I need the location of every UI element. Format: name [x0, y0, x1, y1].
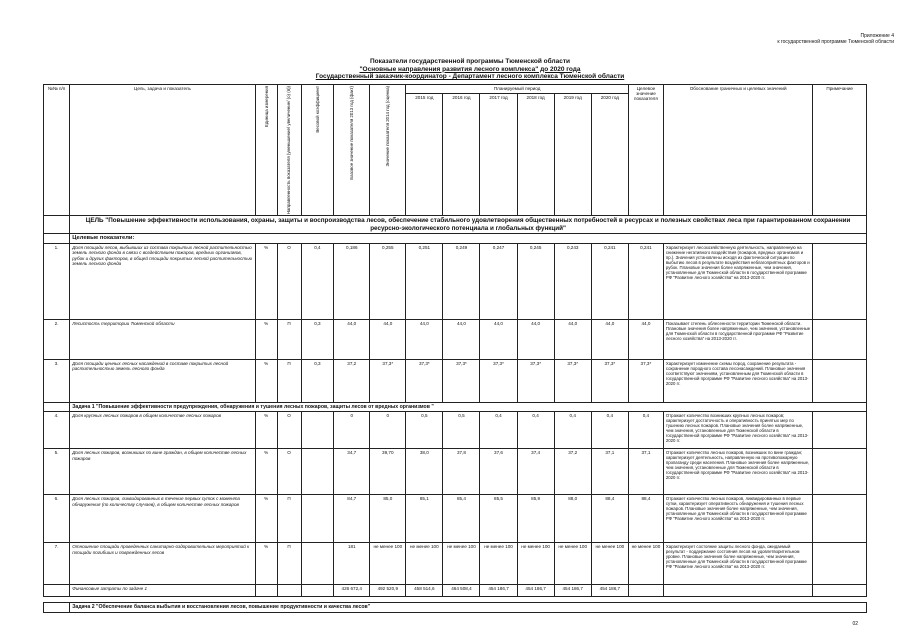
row-direction: О — [277, 449, 301, 495]
row-value-2014: 39,70 — [370, 449, 406, 495]
row-num: 4. — [44, 412, 70, 449]
row-2020: 0,4 — [591, 412, 628, 449]
row-num: 1. — [44, 244, 70, 320]
row-name: Доля площади ценных лесных насаждений в составе покрытых лесной растительностью земель лесного фонда — [70, 360, 256, 403]
row-2020: не менее 100 — [591, 543, 628, 585]
finance-empty-1 — [255, 585, 277, 597]
table-row — [44, 449, 867, 495]
row-base-2013: 181 — [334, 543, 370, 585]
row-unit: % — [255, 543, 277, 585]
appendix-line-1: Приложение 4 — [860, 33, 894, 39]
row-weight: 0,3 — [301, 320, 334, 360]
header-base-cell — [334, 85, 370, 216]
header-direction: Направленность показателя (уменьшение/ увеличение/ (о) (п)) — [286, 86, 292, 215]
row-2019: не менее 100 — [554, 543, 591, 585]
finance-row — [44, 585, 867, 597]
finance-2020: 454 186,7 — [591, 585, 628, 597]
row-note — [813, 320, 867, 360]
row-num: 7. — [44, 543, 70, 585]
row-2019: 44,0 — [554, 320, 591, 360]
header-weight-cell — [301, 85, 334, 216]
row-base-2013: 44,0 — [334, 320, 370, 360]
row-2017: 85,5 — [480, 495, 517, 543]
section-spacer — [44, 234, 70, 244]
finance-empty-6 — [813, 585, 867, 597]
row-2017: 0,4 — [480, 412, 517, 449]
task-2-spacer — [44, 603, 70, 612]
row-2019: 37,2 — [554, 449, 591, 495]
row-target: 88,4 — [628, 495, 663, 543]
row-justification: Характеризует лесохозяйственную деятельность, направленную на снижение негативного воздействия (пожаров, вредных организмов и пр.). Значения установлены исходя из фактической ситуации по выбытию лесов в результате воздействия неблагоприятных факторов и рубок. Плановые значения более напряженные, чем значения, установленные для Тюменской области в государственной программе РФ "Развитие лесного хозяйства" на 2013-2020 гг. — [663, 244, 813, 320]
row-target: 37,3* — [628, 360, 663, 403]
goal-text: ЦЕЛЬ "Повышение эффективности использования, охраны, защиты и воспроизводства лесов, обеспечение стабильного удовлетворения общественных потребностей в ресурсах и полезных свойствах леса при гарантированном сохранении ресурсно-экологического потенциала и глобальных функций" — [70, 216, 867, 234]
row-justification: Характеризует состояние защиты лесного фонда, ожидаемый результат - поддержание состояния лесов на удовлетворительном уровне. Плановые значения более напряженные, чем значения, установленные для Тюменской области в государственной программе РФ "Развитие лесного хозяйства" на 2013-2020 гг. — [663, 543, 813, 585]
row-2015: 37,3* — [406, 360, 443, 403]
row-name: Доля крупных лесных пожаров в общем количестве лесных пожаров — [70, 412, 256, 449]
document-title — [220, 58, 720, 81]
row-2016: 0,249 — [443, 244, 480, 320]
title-line-2: "Основные направления развития лесного комплекса" до 2020 года — [359, 65, 581, 73]
row-justification: Характеризует изменение схемы пород, сохранение результата - сохранение породного состава лесонасаждений. Плановые значения соответствуют значениям, установленным для Тюменской области в государственной программе РФ "Развитие лесного хозяйства" на 2013-2020 гг. — [663, 360, 813, 403]
header-planned-period: Планируемый период — [406, 85, 629, 94]
indicators-table — [43, 84, 867, 613]
row-name: Доля лесных пожаров, возникших по вине граждан, в общем количестве лесных пожаров — [70, 449, 256, 495]
row-base-2013: 0,186 — [334, 244, 370, 320]
finance-2015: 458 514,6 — [406, 585, 443, 597]
row-weight — [301, 543, 334, 585]
row-target: 37,1 — [628, 449, 663, 495]
row-2020: 37,3* — [591, 360, 628, 403]
goal-spacer — [44, 216, 70, 234]
header-base-2013: Базовое значение показателя 2013 год (факт) — [349, 86, 355, 180]
finance-empty-3 — [301, 585, 334, 597]
appendix-note — [674, 33, 894, 45]
row-2018: 37,3* — [517, 360, 554, 403]
row-2018: не менее 100 — [517, 543, 554, 585]
row-2020: 37,1 — [591, 449, 628, 495]
row-base-2013: 34,7 — [334, 449, 370, 495]
table-row — [44, 495, 867, 543]
header-unit-cell — [255, 85, 277, 216]
row-weight: 0,3 — [301, 360, 334, 403]
title-line-3: Государственный заказчик-координатор - Департамент лесного комплекса Тюменской области — [315, 73, 625, 80]
table-row — [44, 320, 867, 360]
table-row — [44, 412, 867, 449]
row-unit: % — [255, 412, 277, 449]
header-value-2014: Значение показателя 2014 год (оценка) — [385, 86, 391, 167]
row-justification: Показывает степень облесенности территории Тюменской области. Плановые значения более напряженные, чем значения, установленные для Тюменской области в государственной программе РФ "Развитие лесного хозяйства" на 2013-2020 гг. — [663, 320, 813, 360]
row-base-2013: 0 — [334, 412, 370, 449]
row-note — [813, 449, 867, 495]
row-2015: 44,0 — [406, 320, 443, 360]
row-base-2013: 37,2 — [334, 360, 370, 403]
row-note — [813, 412, 867, 449]
row-name: Отношение площади проведенных санитарно-оздоровительных мероприятий к площади погибших и поврежденных лесов — [70, 543, 256, 585]
row-note — [813, 543, 867, 585]
row-2018: 44,0 — [517, 320, 554, 360]
row-2015: 38,0 — [406, 449, 443, 495]
row-2016: 44,0 — [443, 320, 480, 360]
row-weight — [301, 495, 334, 543]
table-row — [44, 543, 867, 585]
header-year-2017: 2017 год — [480, 94, 517, 216]
row-unit: % — [255, 449, 277, 495]
row-2017: 37,3* — [480, 360, 517, 403]
row-num: 3. — [44, 360, 70, 403]
header-direction-cell — [277, 85, 301, 216]
header-note: Примечание — [813, 85, 867, 216]
row-direction: О — [277, 244, 301, 320]
row-target: 0,241 — [628, 244, 663, 320]
row-2015: не менее 100 — [406, 543, 443, 585]
row-num: 6. — [44, 495, 70, 543]
header-year-2019: 2019 год — [554, 94, 591, 216]
row-2015: 0,5 — [406, 412, 443, 449]
finance-2019: 454 186,7 — [554, 585, 591, 597]
finance-label: Финансовые затраты по задаче 1 — [70, 585, 256, 597]
row-2016: 37,8 — [443, 449, 480, 495]
row-num: 2. — [44, 320, 70, 360]
finance-2013: 426 672,4 — [334, 585, 370, 597]
row-2016: не менее 100 — [443, 543, 480, 585]
row-note — [813, 244, 867, 320]
row-2015: 0,251 — [406, 244, 443, 320]
task-1-title: Задача 1 "Повышение эффективности предупреждения, обнаружения и тушения лесных пожаров, защиты лесов от вредных организмов " — [70, 403, 867, 412]
row-weight: 0,4 — [301, 244, 334, 320]
row-justification: Отражает количество лесных пожаров, ликвидированных в первые сутки, характеризует оперативность обнаружения и тушения лесных пожаров. Плановые значения более напряженные, чем значения, установленные для Тюменской области в государственной программе РФ "Развитие лесного хозяйства" на 2013-2020 гг. — [663, 495, 813, 543]
finance-2018: 454 186,7 — [517, 585, 554, 597]
row-2018: 37,4 — [517, 449, 554, 495]
row-direction: П — [277, 495, 301, 543]
row-value-2014: 0,255 — [370, 244, 406, 320]
row-value-2014: 37,3* — [370, 360, 406, 403]
task-spacer — [44, 403, 70, 412]
row-2020: 44,0 — [591, 320, 628, 360]
row-unit: % — [255, 244, 277, 320]
title-line-1: Показатели государственной программы Тюменской области — [369, 58, 571, 65]
header-justification: Обоснование граничных и целевых значений — [663, 85, 813, 216]
row-unit: % — [255, 360, 277, 403]
finance-2014: 492 520,9 — [370, 585, 406, 597]
row-name: Лесистость территории Тюменской области — [70, 320, 256, 360]
row-target: 44,0 — [628, 320, 663, 360]
row-2018: 0,4 — [517, 412, 554, 449]
row-justification: Отражает количество лесных пожаров, возникших по вине граждан; характеризует деятельность, направленную на противопожарную пропаганду среди населения. Плановые значения более напряженные, чем значения, установленные для Тюменской области в государственной программе РФ "Развитие лесного хозяйства" на 2013-2020 гг. — [663, 449, 813, 495]
finance-spacer — [44, 585, 70, 597]
header-row-1 — [44, 85, 867, 94]
row-2019: 37,3* — [554, 360, 591, 403]
row-2017: 44,0 — [480, 320, 517, 360]
row-2017: не менее 100 — [480, 543, 517, 585]
row-weight — [301, 412, 334, 449]
finance-empty-5 — [663, 585, 813, 597]
table-row — [44, 244, 867, 320]
row-direction: П — [277, 543, 301, 585]
header-weight: Весовой коэффициент — [314, 86, 320, 133]
row-target: не менее 100 — [628, 543, 663, 585]
finance-empty-2 — [277, 585, 301, 597]
row-direction: О — [277, 412, 301, 449]
finance-2016: 464 508,4 — [443, 585, 480, 597]
appendix-line-2: к государственной программе Тюменской области — [777, 39, 894, 45]
row-2019: 88,0 — [554, 495, 591, 543]
row-direction: П — [277, 320, 301, 360]
row-2016: 0,5 — [443, 412, 480, 449]
row-num: 5. — [44, 449, 70, 495]
row-target: 0,4 — [628, 412, 663, 449]
header-year-2015: 2015 год — [406, 94, 443, 216]
header-year-2016: 2016 год — [443, 94, 480, 216]
table-row — [44, 360, 867, 403]
finance-empty-4 — [628, 585, 663, 597]
row-2020: 0,241 — [591, 244, 628, 320]
row-value-2014: 0 — [370, 412, 406, 449]
section-title: Целевые показатели: — [70, 234, 867, 244]
row-justification: Отражает количество возникших крупных лесных пожаров; характеризует достаточность и оперативность принятых мер по тушению лесных пожаров. Плановые значения более напряженные, чем значения, установленные для Тюменской области в государственной программе РФ "Развитие лесного хозяйства" на 2013-2020 гг. — [663, 412, 813, 449]
row-name: Доля площади лесов, выбывших из состава покрытых лесной растительностью земель лесного фонда в связи с воздействием пожаров, вредных организмов, рубок и других факторов, в общей площади покрытых лесной растительностью земель лесного фонда — [70, 244, 256, 320]
header-2014-cell — [370, 85, 406, 216]
header-year-2020: 2020 год — [591, 94, 628, 216]
row-2016: 85,4 — [443, 495, 480, 543]
row-name: Доля лесных пожаров, ликвидированных в течение первых суток с момента обнаружения (по количеству случаев), в общем количестве лесных пожаров — [70, 495, 256, 543]
header-unit: Единица измерения — [263, 86, 269, 128]
task-2-title: Задача 2 "Обеспечение баланса выбытия и восстановления лесов, повышение продуктивности и качества лесов" — [70, 603, 867, 612]
row-value-2014: 85,0 — [370, 495, 406, 543]
header-num: №№ п/п — [44, 85, 70, 216]
row-direction: П — [277, 360, 301, 403]
goal-row — [44, 216, 867, 234]
row-2018: 85,9 — [517, 495, 554, 543]
row-2019: 0,4 — [554, 412, 591, 449]
row-2016: 37,3* — [443, 360, 480, 403]
row-2018: 0,245 — [517, 244, 554, 320]
row-unit: % — [255, 320, 277, 360]
row-value-2014: не менее 100 — [370, 543, 406, 585]
row-2015: 85,1 — [406, 495, 443, 543]
row-value-2014: 44,0 — [370, 320, 406, 360]
row-unit: % — [255, 495, 277, 543]
page-number: 02 — [852, 621, 858, 627]
row-weight — [301, 449, 334, 495]
row-note — [813, 495, 867, 543]
row-2017: 0,247 — [480, 244, 517, 320]
task-row — [44, 603, 867, 612]
row-2017: 37,6 — [480, 449, 517, 495]
section-row — [44, 234, 867, 244]
task-row — [44, 403, 867, 412]
row-base-2013: 84,7 — [334, 495, 370, 543]
row-2020: 88,4 — [591, 495, 628, 543]
row-note — [813, 360, 867, 403]
header-name: Цель, задача и показатель — [70, 85, 256, 216]
header-target: Целевое значение показателя — [628, 85, 663, 216]
row-2019: 0,243 — [554, 244, 591, 320]
finance-2017: 454 186,7 — [480, 585, 517, 597]
header-year-2018: 2018 год — [517, 94, 554, 216]
